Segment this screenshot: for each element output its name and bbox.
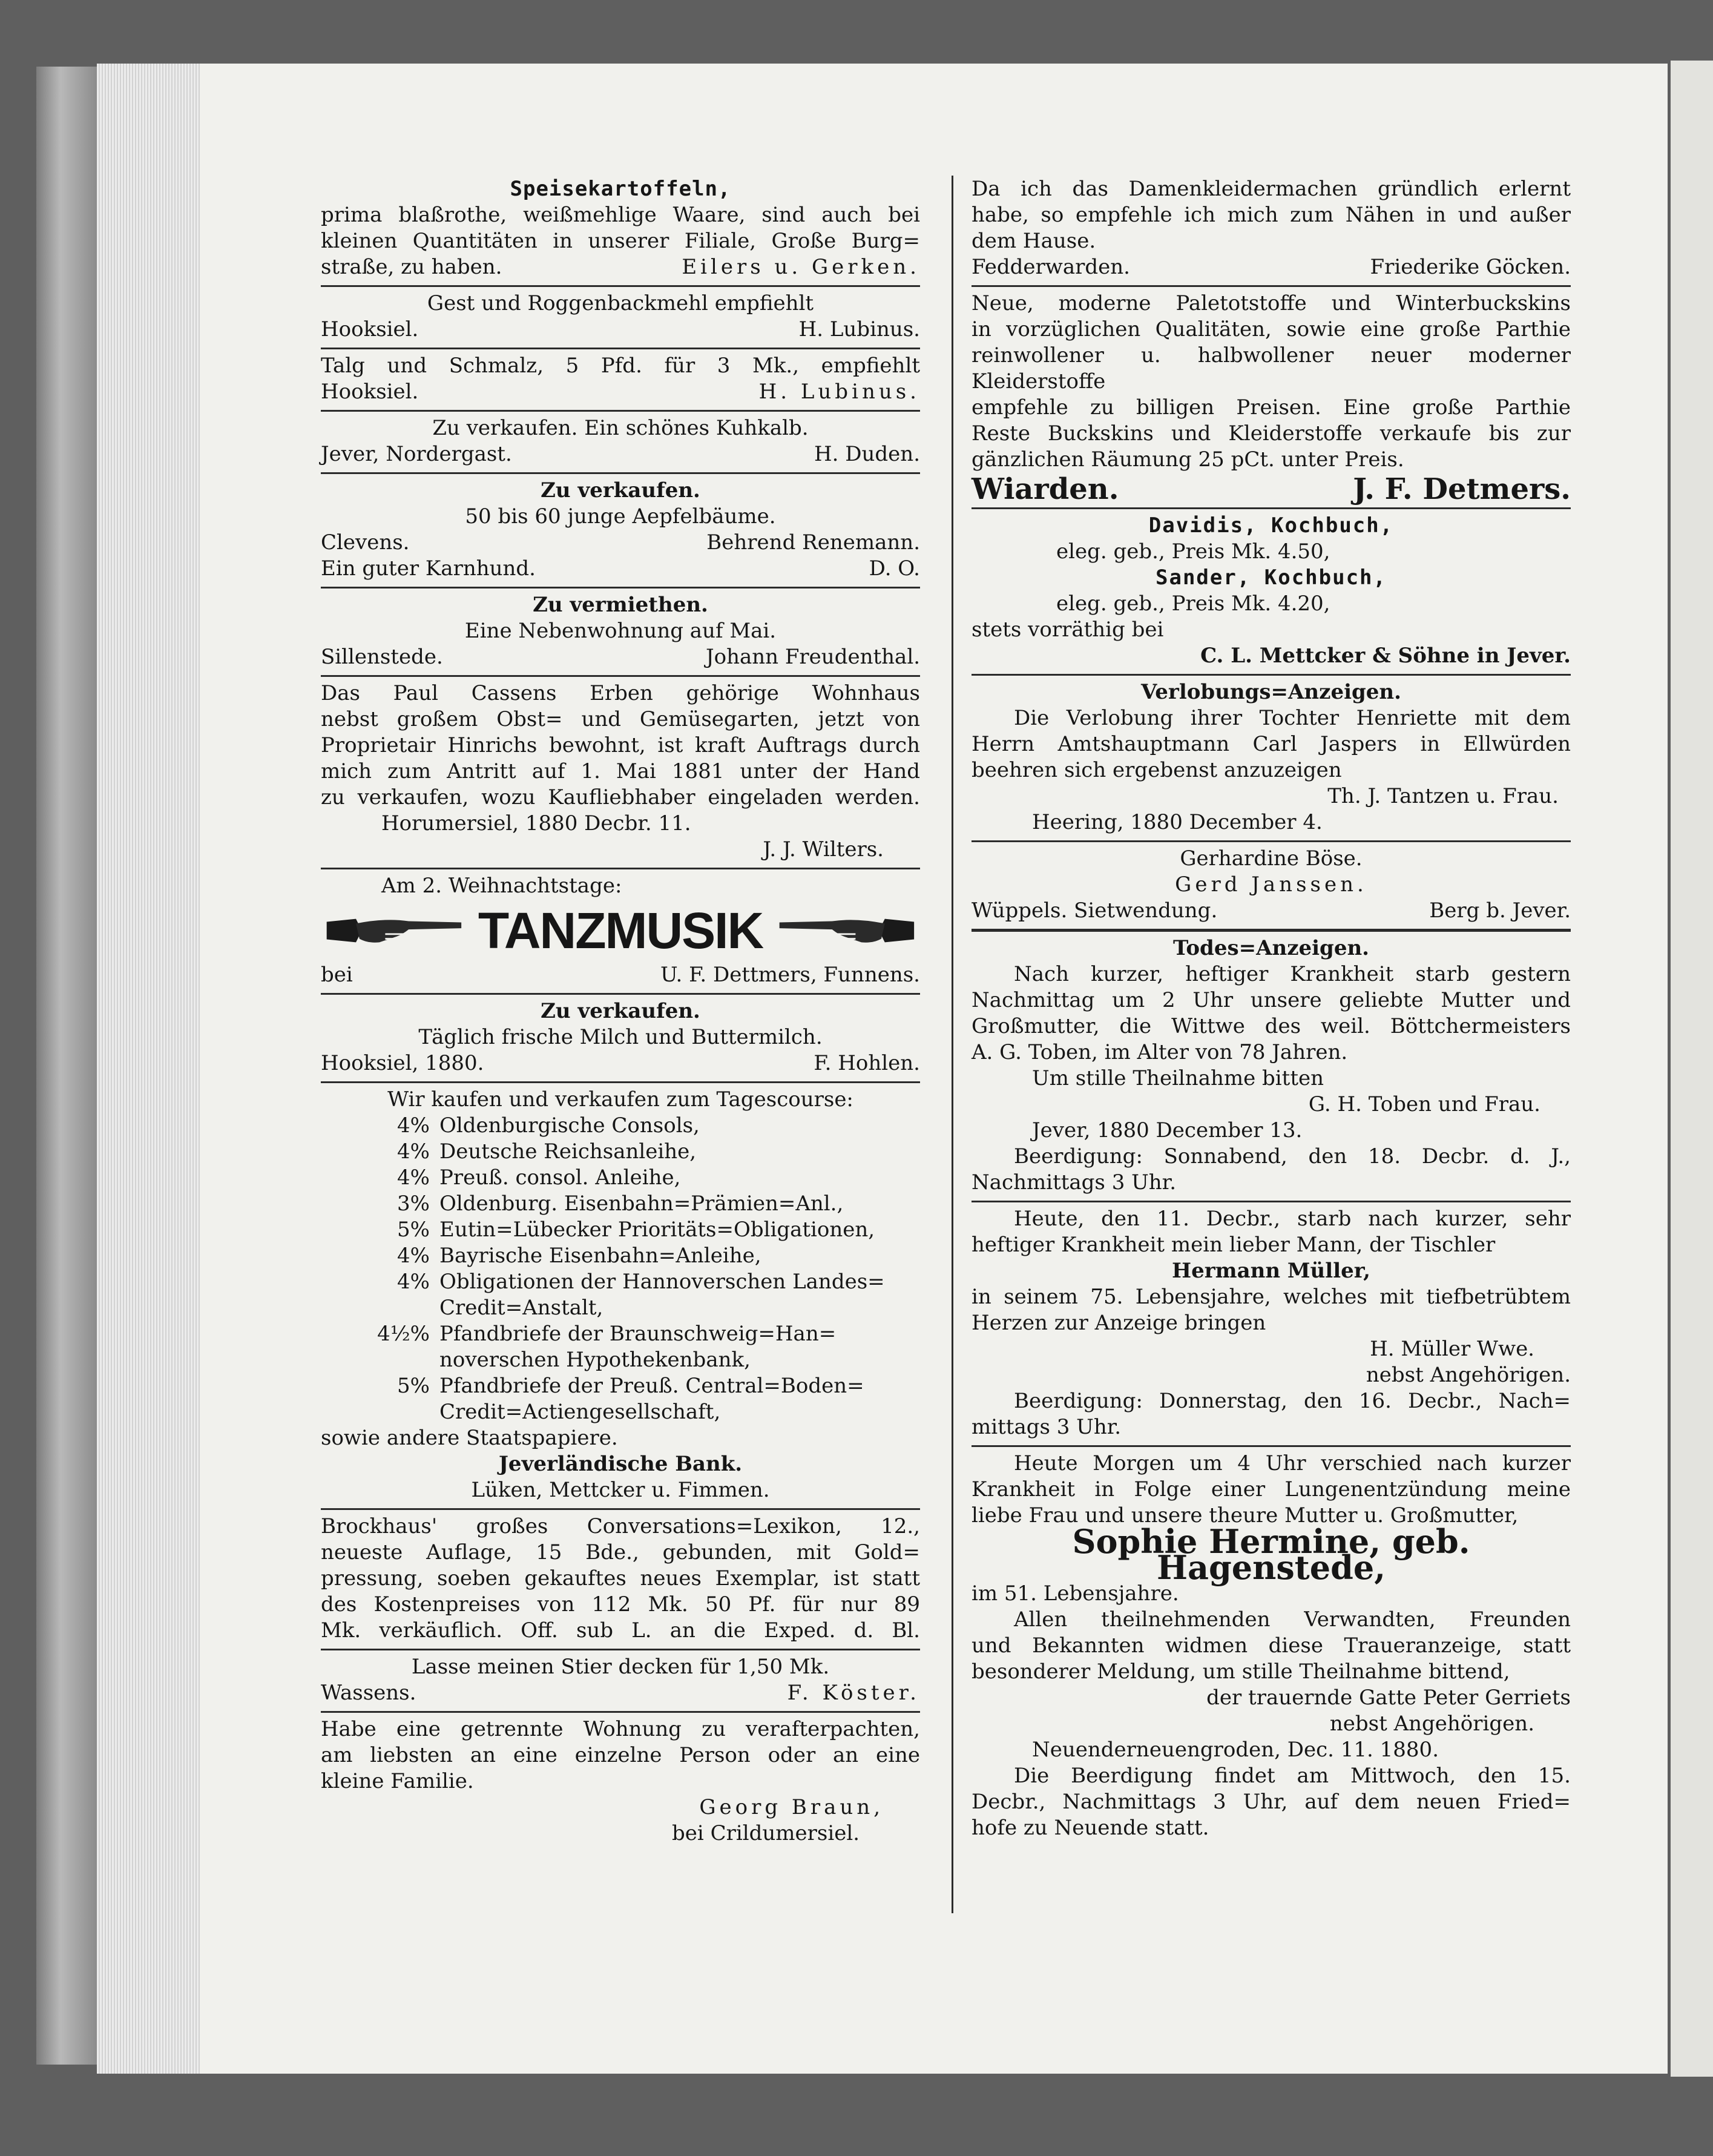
ad-signature: G. H. Toben und Frau. [1308, 1092, 1540, 1116]
ad-text: straße, zu haben. [321, 255, 502, 279]
ad-text: Brockhaus' großes Conversations=Lexikon, 12., [321, 1514, 920, 1538]
ad-place: Jever, Nordergast. [321, 442, 512, 466]
ad-text: mittags 3 Uhr. [972, 1415, 1122, 1439]
rate-percent [321, 1399, 439, 1425]
ad-speisekartoffeln [321, 173, 920, 287]
ad-place: Fedderwarden. [972, 255, 1130, 279]
ad-damenkleider [972, 173, 1571, 287]
rate-row [321, 1243, 920, 1269]
ad-text: nebst großem Obst= und Gemüsegarten, jetzt von [321, 707, 920, 731]
rate-percent: 3% [397, 1192, 430, 1216]
ad-place: Hooksiel. [321, 380, 419, 404]
ad-signature: F. Köster. [787, 1681, 920, 1705]
ad-date: Neuenderneuengroden, Dec. 11. 1880. [1032, 1738, 1439, 1762]
facing-page-edge [1671, 61, 1713, 2077]
ad-text: gänzlichen Räumung 25 pCt. unter Preis. [972, 447, 1404, 472]
ad-text: Die Verlobung ihrer Tochter Henriette mit dem [1014, 706, 1571, 730]
left-column [321, 173, 920, 1851]
ad-signature: H. Duden. [814, 442, 920, 466]
ad-text: Zu verkaufen. Ein schönes Kuhkalb. [432, 416, 809, 440]
ad-signature: J. F. Detmers. [1353, 472, 1571, 506]
ad-text: Talg und Schmalz, 5 Pfd. für 3 Mk., empfiehlt [321, 354, 920, 378]
ad-place: Clevens. [321, 530, 410, 555]
ad-place: Sillenstede. [321, 645, 443, 669]
ad-signature: H. Lubinus. [758, 380, 920, 404]
tanzmusik-title: TANZMUSIK [478, 902, 763, 959]
ad-text: Lasse meinen Stier decken für 1,50 Mk. [411, 1655, 830, 1679]
rate-row [321, 1399, 920, 1425]
ad-title: Todes=Anzeigen. [1172, 936, 1370, 960]
ad-text: Nachmittag um 2 Uhr unsere geliebte Mutter und [972, 988, 1571, 1012]
rate-text: Bayrische Eisenbahn=Anleihe, [439, 1244, 761, 1268]
ad-vermiethen [321, 588, 920, 677]
ad-name: Gerd Janssen. [1175, 872, 1367, 897]
ad-text: Mk. verkäuflich. Off. sub L. an die Exped. d. Bl. [321, 1618, 920, 1643]
ad-text: dem Hause. [972, 229, 1096, 253]
right-column [972, 173, 1571, 1846]
rate-text: Credit=Actiengesellschaft, [439, 1400, 721, 1424]
ad-text: Nachmittags 3 Uhr. [972, 1170, 1177, 1195]
ad-text: in seinem 75. Lebensjahre, welches mit tiefbetrübtem [972, 1285, 1571, 1309]
ad-verlobte [972, 842, 1571, 932]
ad-text: reinwollener u. halbwollener neuer moderner Kleiderstoffe [972, 343, 1571, 394]
ad-signature: nebst Angehörigen. [1329, 1712, 1534, 1736]
ad-aepfelbaeume [321, 474, 920, 588]
ad-text: zu verkaufen, wozu Kaufliebhaber eingeladen werden. [321, 785, 920, 809]
ad-signature: Friederike Göcken. [1370, 255, 1571, 279]
ad-text: Großmutter, die Wittwe des weil. Böttchermeisters [972, 1014, 1571, 1038]
ad-text: empfehle zu billigen Preisen. Eine große Parthie [972, 395, 1571, 420]
pointing-hand-right-icon [321, 906, 467, 955]
ad-text: Beerdigung: Sonnabend, den 18. Decbr. d. J., [1014, 1144, 1571, 1169]
ad-text: Nach kurzer, heftiger Krankheit starb gestern [1014, 962, 1571, 986]
ad-title: Verlobungs=Anzeigen. [1141, 680, 1401, 704]
ad-place: Wassens. [321, 1681, 416, 1705]
ad-text: prima blaßrothe, weißmehlige Waare, sind auch bei [321, 203, 920, 227]
rate-row [321, 1217, 920, 1243]
ad-signature: H. Müller Wwe. [1370, 1337, 1534, 1361]
ad-text: Eine Nebenwohnung auf Mai. [464, 619, 777, 643]
book-title-davidis: Davidis, Kochbuch, [1148, 513, 1394, 538]
ad-todesanzeige-toben [972, 932, 1571, 1202]
ad-signature: bei Crildumersiel. [672, 1821, 860, 1845]
ad-wohnung [321, 1713, 920, 1851]
rate-row [321, 1373, 920, 1399]
rate-row [321, 1191, 920, 1217]
ad-text: heftiger Krankheit mein lieber Mann, der Tischler [972, 1233, 1496, 1257]
ad-text: stets vorräthig bei [972, 618, 1164, 642]
ad-title: Zu verkaufen. [541, 478, 700, 503]
ad-signature: U. F. Dettmers, Funnens. [660, 963, 920, 987]
ad-text: A. G. Toben, im Alter von 78 Jahren. [972, 1040, 1348, 1064]
ad-name: Gerhardine Böse. [1180, 846, 1363, 871]
rate-percent: 4% [397, 1139, 430, 1164]
rate-text: Credit=Anstalt, [439, 1296, 603, 1320]
ad-text: Reste Buckskins und Kleiderstoffe verkaufe bis zur [972, 421, 1571, 446]
ad-text: Wir kaufen und verkaufen zum Tagescourse: [387, 1087, 853, 1112]
ad-text: Um stille Theilnahme bitten [1032, 1066, 1324, 1090]
ad-todesanzeige-gerriets [972, 1447, 1571, 1846]
ad-text: habe, so empfehle ich mich zum Nähen in und außer [972, 203, 1571, 227]
rate-text: Oldenburg. Eisenbahn=Prämien=Anl., [439, 1192, 844, 1216]
ad-title: Zu vermiethen. [533, 593, 708, 617]
ad-signature: Jeverländische Bank. [498, 1452, 743, 1476]
ad-signature: der trauernde Gatte Peter Gerriets [1206, 1686, 1571, 1710]
ad-text: Da ich das Damenkleidermachen gründlich erlernt [972, 177, 1571, 201]
book-price: eleg. geb., Preis Mk. 4.50, [1056, 539, 1330, 564]
ad-title: Zu verkaufen. [541, 999, 700, 1023]
ad-text: pressung, soeben gekauftes neues Exemplar, ist statt [321, 1566, 920, 1591]
ad-text: am liebsten an eine einzelne Person oder an eine [321, 1743, 920, 1767]
ad-stier [321, 1650, 920, 1713]
rate-row [321, 1269, 920, 1295]
tanzmusik-banner [321, 903, 920, 958]
ad-place: Wiarden. [972, 472, 1119, 506]
ad-text: Proprietair Hinrichs bewohnt, ist kraft Auftrags durch [321, 733, 920, 757]
book-title-sander: Sander, Kochbuch, [1156, 565, 1387, 590]
ad-kuhkalb [321, 412, 920, 474]
ad-text: des Kostenpreises von 112 Mk. 50 Pf. für nur 89 [321, 1592, 920, 1617]
ad-brockhaus [321, 1510, 920, 1650]
rate-text: Preuß. consol. Anleihe, [439, 1165, 681, 1190]
page-edges [97, 64, 200, 2074]
rate-row [321, 1139, 920, 1165]
rate-text: Pfandbriefe der Preuß. Central=Boden= [439, 1374, 864, 1398]
ad-text: bei [321, 963, 353, 987]
rate-text: Deutsche Reichsanleihe, [439, 1139, 697, 1164]
ad-signature: Georg Braun, [699, 1795, 884, 1819]
ad-date: Heering, 1880 December 4. [1032, 810, 1323, 834]
deceased-name: Hermann Müller, [1171, 1259, 1371, 1283]
ad-text: Heute, den 11. Decbr., starb nach kurzer, sehr [1014, 1207, 1571, 1231]
rate-percent: 4% [397, 1244, 430, 1268]
rate-text: Obligationen der Hannoverschen Landes= [439, 1270, 885, 1294]
ad-text: Neue, moderne Paletotstoffe und Winterbuckskins [972, 291, 1571, 315]
ad-text: liebe Frau und unsere theure Mutter u. Großmutter, [972, 1503, 1519, 1528]
ad-text: Gest und Roggenbackmehl empfiehlt [427, 291, 814, 315]
ad-verlobung [972, 676, 1571, 842]
ad-signature: Lüken, Mettcker u. Fimmen. [471, 1478, 770, 1502]
rate-percent: 4% [397, 1165, 430, 1190]
ad-text: sowie andere Staatspapiere. [321, 1426, 618, 1450]
ad-text: Täglich frische Milch und Buttermilch. [418, 1025, 823, 1049]
ad-wohnhaus [321, 677, 920, 869]
rate-percent: 4½% [377, 1322, 430, 1346]
ad-place: Wüppels. Sietwendung. [972, 898, 1218, 923]
ad-place: Berg b. Jever. [1429, 898, 1571, 923]
rate-text: Eutin=Lübecker Prioritäts=Obligationen, [439, 1218, 875, 1242]
ad-signature: nebst Angehörigen. [1366, 1363, 1571, 1387]
rate-percent [321, 1347, 439, 1373]
ad-signature: H. Lubinus. [798, 317, 920, 341]
book-spine [36, 67, 97, 2065]
ad-text: neueste Auflage, 15 Bde., gebunden, mit Gold= [321, 1540, 920, 1564]
rate-percent: 4% [397, 1270, 430, 1294]
book-price: eleg. geb., Preis Mk. 4.20, [1056, 592, 1330, 616]
ad-place: Hooksiel, 1880. [321, 1051, 484, 1075]
ad-text: Das Paul Cassens Erben gehörige Wohnhaus [321, 681, 920, 705]
ad-place: Hooksiel. [321, 317, 419, 341]
ad-signature: C. L. Mettcker & Söhne in Jever. [1200, 644, 1571, 668]
ad-text: besonderer Meldung, um stille Theilnahme bittend, [972, 1660, 1510, 1684]
column-divider [952, 176, 953, 1913]
pointing-hand-left-icon [774, 906, 920, 955]
ad-talg [321, 349, 920, 412]
rate-row [321, 1347, 920, 1373]
ad-text: und Bekannten widmen diese Traueranzeige, statt [972, 1633, 1571, 1658]
ad-text: mich zum Antritt auf 1. Mai 1881 unter der Hand [321, 759, 920, 783]
ad-signature: Johann Freudenthal. [705, 645, 920, 669]
ad-text: Habe eine getrennte Wohnung zu verafterpachten, [321, 1717, 920, 1741]
ad-backmehl [321, 287, 920, 349]
rate-text: noverschen Hypothekenbank, [439, 1348, 751, 1372]
rate-text: Pfandbriefe der Braunschweig=Han= [439, 1322, 837, 1346]
ad-text: Krankheit in Folge einer Lungenentzündung meine [972, 1477, 1571, 1502]
ad-text: beehren sich ergebenst anzuzeigen [972, 758, 1342, 782]
rate-row [321, 1165, 920, 1191]
ad-text: Decbr., Nachmittags 3 Uhr, auf dem neuen Fried= [972, 1790, 1571, 1814]
ad-text: 50 bis 60 junge Aepfelbäume. [465, 504, 776, 529]
ad-text: Ein guter Karnhund. [321, 556, 536, 581]
ad-signature: F. Hohlen. [814, 1051, 920, 1075]
rate-percent: 5% [397, 1374, 430, 1398]
ad-paletotstoffe [972, 287, 1571, 509]
ad-text: Herzen zur Anzeige bringen [972, 1311, 1266, 1335]
rate-percent: 5% [397, 1218, 430, 1242]
ad-text: kleine Familie. [321, 1769, 474, 1793]
ad-signature: Behrend Renemann. [706, 530, 920, 555]
ad-signature: D. O. [869, 556, 920, 581]
ad-signature: J. J. Wilters. [763, 837, 884, 862]
ad-text: kleinen Quantitäten in unserer Filiale, Große Burg= [321, 229, 920, 253]
rate-row [321, 1295, 920, 1321]
ad-text: Heute Morgen um 4 Uhr verschied nach kurzer [1014, 1451, 1571, 1475]
ad-text: hofe zu Neuende statt. [972, 1816, 1209, 1840]
ad-signature: Eilers u. Gerken. [682, 255, 920, 279]
rate-row [321, 1113, 920, 1139]
rate-text: Oldenburgische Consols, [439, 1113, 700, 1138]
ad-text: Am 2. Weihnachtstage: [381, 874, 622, 898]
ad-text: im 51. Lebensjahre. [972, 1581, 1179, 1606]
deceased-name: Sophie Hermine, geb. Hagenstede, [1072, 1522, 1470, 1587]
ad-text: in vorzüglichen Qualitäten, sowie eine große Parthie [972, 317, 1571, 341]
ad-date: Horumersiel, 1880 Decbr. 11. [381, 811, 691, 836]
ad-milch [321, 995, 920, 1083]
ad-kochbuch [972, 509, 1571, 676]
ad-signature: Th. J. Tantzen u. Frau. [1327, 784, 1559, 808]
ad-text: Herrn Amtshauptmann Carl Jaspers in Ellwürden [972, 732, 1571, 756]
ad-text: Allen theilnehmenden Verwandten, Freunden [1014, 1607, 1571, 1632]
rate-percent: 4% [397, 1113, 430, 1138]
ad-date: Jever, 1880 December 13. [1032, 1118, 1303, 1142]
ad-todesanzeige-mueller [972, 1202, 1571, 1447]
ad-jeverlaendische-bank [321, 1083, 920, 1510]
rate-percent [321, 1295, 439, 1321]
rate-row [321, 1321, 920, 1347]
ad-title: Speisekartoffeln, [510, 177, 731, 201]
ad-text: Beerdigung: Donnerstag, den 16. Decbr., Nach= [1014, 1389, 1571, 1413]
ad-tanzmusik [321, 869, 920, 995]
ad-text: Die Beerdigung findet am Mittwoch, den 15. [1014, 1764, 1571, 1788]
